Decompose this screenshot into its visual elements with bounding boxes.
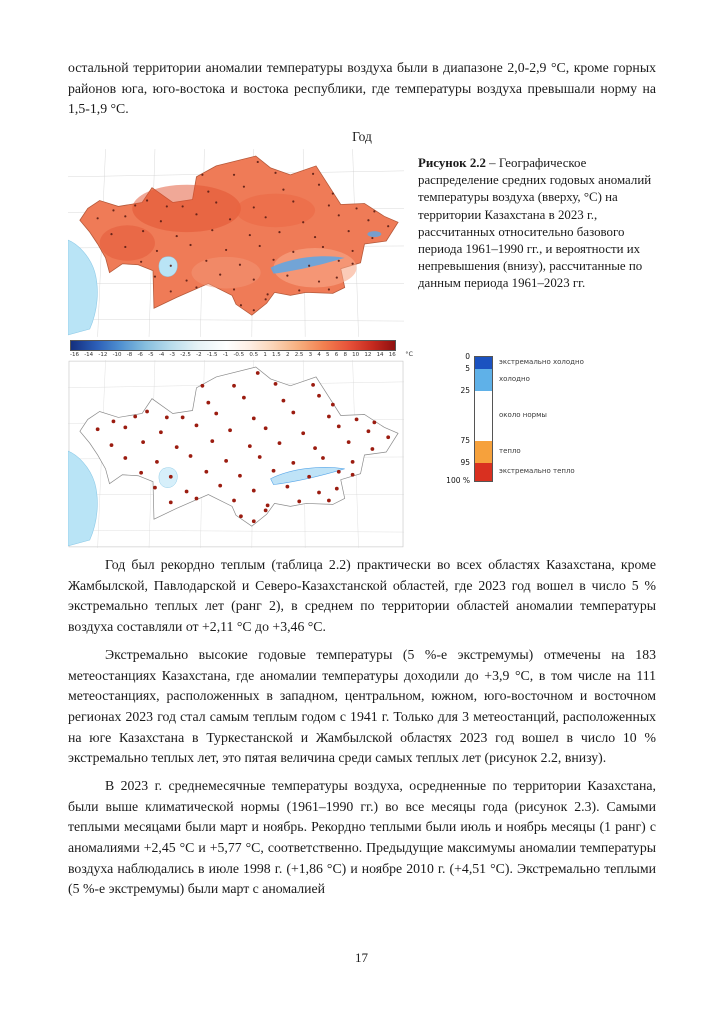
paragraph-4: В 2023 г. среднемесячные температуры воздуха, осредненные по территории Казахстана, были выше климатической нормы (1961–1990 гг.) во все месяцы года (рисунок 2.3). Самыми теплыми месяцами были март и ноябрь. Рекордно теплыми были июль и ноябрь месяцы (1 ранг) с аномалиями +2,45 °С и +5,77 °С, соответственно. Предыдущие максимумы аномалии температуры воздуха наблюдались в июле 1998 г. (+1,86 °С) и ноябре 2010 г. (+4,51 °С). Экстремально теплыми (5 %-е экстремумы) были март с аномалией bbox=[68, 777, 656, 897]
paragraph-3: Экстремально высокие годовые температуры (5 %-е экстремумы) отмечены на 183 метеостанциях Казахстана, где аномалии температуры доходили до +3,9 °С, в том числе на 111 метеостанциях, расположенных в западном, центральном, южном, юго-восточном и восточном регионах 2023 год стал самым теплым годом с 1941 г. Только для 3 метеостанций, расположенных на юге Казахстана в Туркестанской и Жамбылской областях 2023 год вошел в число 10 % экстремально теплых лет, это пятая величина среди самых теплых лет (рисунок 2.2, внизу). bbox=[68, 646, 656, 766]
colorbar-tick: -12 bbox=[98, 352, 108, 359]
legend-segment bbox=[475, 441, 492, 463]
legend-tick: 0 bbox=[465, 352, 470, 362]
colorbar-tick: -8 bbox=[126, 352, 133, 359]
map-probability-stations bbox=[68, 360, 404, 548]
colorbar-tick: 3 bbox=[308, 352, 313, 359]
colorbar-tick: 5 bbox=[326, 352, 330, 359]
paragraph-1: остальной территории аномалии температуры воздуха были в диапазоне 2,0-2,9 °С, кроме горных районов юга, юго-востока и востока республики, где температуры воздуха превышали норму на 1,5-1,9 °С. bbox=[68, 60, 656, 117]
legend-tick: 25 bbox=[460, 386, 470, 396]
figure-caption-number: Рисунок 2.2 bbox=[418, 156, 486, 171]
legend-segment bbox=[475, 357, 492, 369]
colorbar-tick: 6 bbox=[334, 352, 339, 359]
colorbar-tick: 1.5 bbox=[272, 352, 281, 359]
colorbar-tick: -4 bbox=[158, 352, 165, 359]
colorbar bbox=[70, 340, 413, 359]
aral-sea bbox=[159, 468, 177, 488]
figure-axis-title: Год bbox=[352, 129, 372, 145]
legend-label: холодно bbox=[499, 375, 530, 384]
colorbar-gradient bbox=[70, 340, 396, 351]
colorbar-tick: 14 bbox=[376, 352, 384, 359]
colorbar-tick: 16 bbox=[388, 352, 396, 359]
colorbar-tick: 2 bbox=[285, 352, 290, 359]
legend-label: тепло bbox=[499, 447, 521, 456]
colorbar-tick: -14 bbox=[84, 352, 94, 359]
figure-caption-text: – Географическое распределение средних годовых аномалий температуры воздуха (вверху, °С) на территории Казахстана в 2023 г., рассчитанных относительно базового периода 1961–1990 гг., и вероятности их непревышения (внизу), рассчитанные по данным периода 1961–2023 гг. bbox=[418, 156, 652, 291]
colorbar-tick: -2.5 bbox=[180, 352, 191, 359]
caspian-sea bbox=[68, 240, 97, 335]
map-temperature-anomalies bbox=[68, 149, 404, 337]
figure-2-2 bbox=[68, 149, 656, 548]
colorbar-tick: 4 bbox=[317, 352, 321, 359]
colorbar-tick: 8 bbox=[343, 352, 347, 359]
paragraph-2: Год был рекордно теплым (таблица 2.2) практически во всех областях Казахстана, кроме Жамбылской, Павлодарской и Северо-Казахстанской областей, где 2023 год вошел в число 5 % экстремально теплых лет (ранг 2), в среднем по территории областей аномалии температуры воздуха составляли от +2,11 °С до +3,46 °С. bbox=[68, 557, 656, 635]
legend-color-bar bbox=[474, 356, 493, 482]
legend-segment bbox=[475, 463, 492, 481]
figure-caption bbox=[418, 155, 656, 292]
colorbar-tick: -5 bbox=[148, 352, 154, 359]
colorbar-tick: 2.5 bbox=[294, 352, 304, 359]
colorbar-tick: -1 bbox=[222, 352, 229, 359]
colorbar-tick: 1 bbox=[263, 352, 267, 359]
figure-caption-column bbox=[418, 149, 656, 488]
kazakhstan-anomaly-map bbox=[68, 149, 404, 337]
colorbar-tick: -16 bbox=[70, 352, 79, 359]
legend-segment bbox=[475, 391, 492, 441]
colorbar-tick: -10 bbox=[112, 352, 122, 359]
kazakhstan-border bbox=[80, 367, 398, 526]
colorbar-tick: 0.5 bbox=[249, 352, 259, 359]
colorbar-tick: -0.5 bbox=[233, 352, 245, 359]
legend-tick: 95 bbox=[460, 458, 470, 468]
colorbar-tick: 10 bbox=[352, 352, 360, 359]
legend-label: около нормы bbox=[499, 411, 547, 420]
legend-label: экстремально холодно bbox=[499, 358, 584, 367]
figure-maps-column bbox=[68, 149, 413, 548]
aral-sea bbox=[159, 257, 177, 277]
colorbar-tick: -3 bbox=[169, 352, 175, 359]
colorbar-tick: -2 bbox=[196, 352, 202, 359]
colorbar-tick: -6 bbox=[137, 352, 143, 359]
caspian-sea bbox=[68, 451, 97, 546]
probability-legend bbox=[446, 352, 656, 488]
kazakhstan-station-map bbox=[68, 360, 404, 548]
lake-zaysan bbox=[367, 231, 381, 237]
legend-tick: 75 bbox=[460, 436, 470, 446]
legend-tick: 100 % bbox=[446, 476, 470, 486]
colorbar-tick: -1.5 bbox=[206, 352, 218, 359]
colorbar-ticks bbox=[70, 352, 396, 358]
legend-label: экстремально тепло bbox=[499, 467, 575, 476]
legend-tick: 5 bbox=[465, 364, 470, 374]
legend-segment bbox=[475, 369, 492, 391]
page-number: 17 bbox=[355, 950, 368, 965]
colorbar-unit: °C bbox=[405, 350, 413, 359]
colorbar-tick: 12 bbox=[364, 352, 372, 359]
